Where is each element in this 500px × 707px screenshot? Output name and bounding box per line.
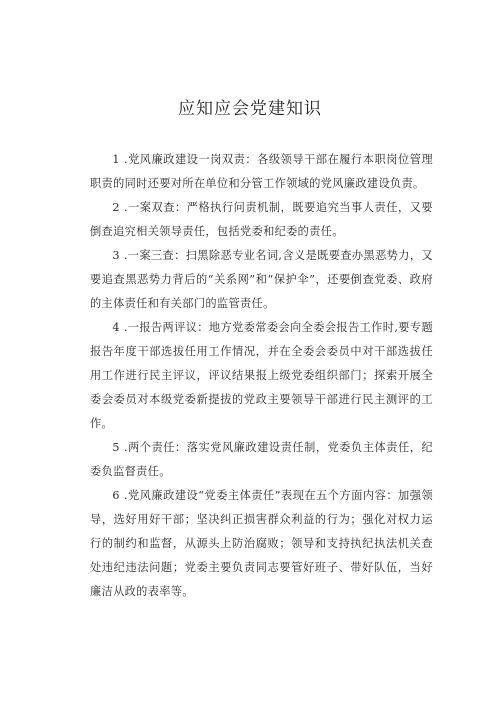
paragraph-2: 2 .一案双查：严格执行问责机制，既要追究当事人责任，又要倒查追究相关领导责任，包括党委和纪委的责任。 <box>90 201 433 238</box>
paragraph-4: 4 .一报告两评议：地方党委常委会向全委会报告工作时,要专题报告年度干部选拔任用工作情况，并在全委会委员中对干部选拔任用工作进行民主评议，评议结果报上级党委组织部门；探索开展全委会委员对本级党委新提拔的党政主要领导干部进行民主测评的工作。 <box>90 321 433 430</box>
paragraph-1: 1 .党风廉政建设一岗双责：各级领导干部在履行本职岗位管理职责的同时还要对所在单位和分管工作领域的党风廉政建设负责。 <box>90 153 433 190</box>
paragraph-6: 6 .党风廉政建设“党委主体责任”表现在五个方面内容：加强领导，选好用好干部；坚决纠正损害群众利益的行为；强化对权力运行的制约和监督，从源头上防治腐败；领导和支持执纪执法机关查处违纪违法问题；党委主要负责同志要管好班子、带好队伍，当好廉洁从政的表率等。 <box>90 489 433 598</box>
paragraph-5: 5 .两个责任：落实党风廉政建设责任制，党委负主体责任，纪委负监督责任。 <box>90 441 433 478</box>
document-body <box>90 148 433 604</box>
paragraph-3: 3 .一案三查：扫黑除恶专业名词,含义是既要查办黑恶势力，又要追查黑恶势力背后的“关系网”和“保护伞”，还要倒查党委、政府的主体责任和有关部门的监管责任。 <box>90 249 433 310</box>
document-title: 应知应会党建知识 <box>178 99 322 119</box>
